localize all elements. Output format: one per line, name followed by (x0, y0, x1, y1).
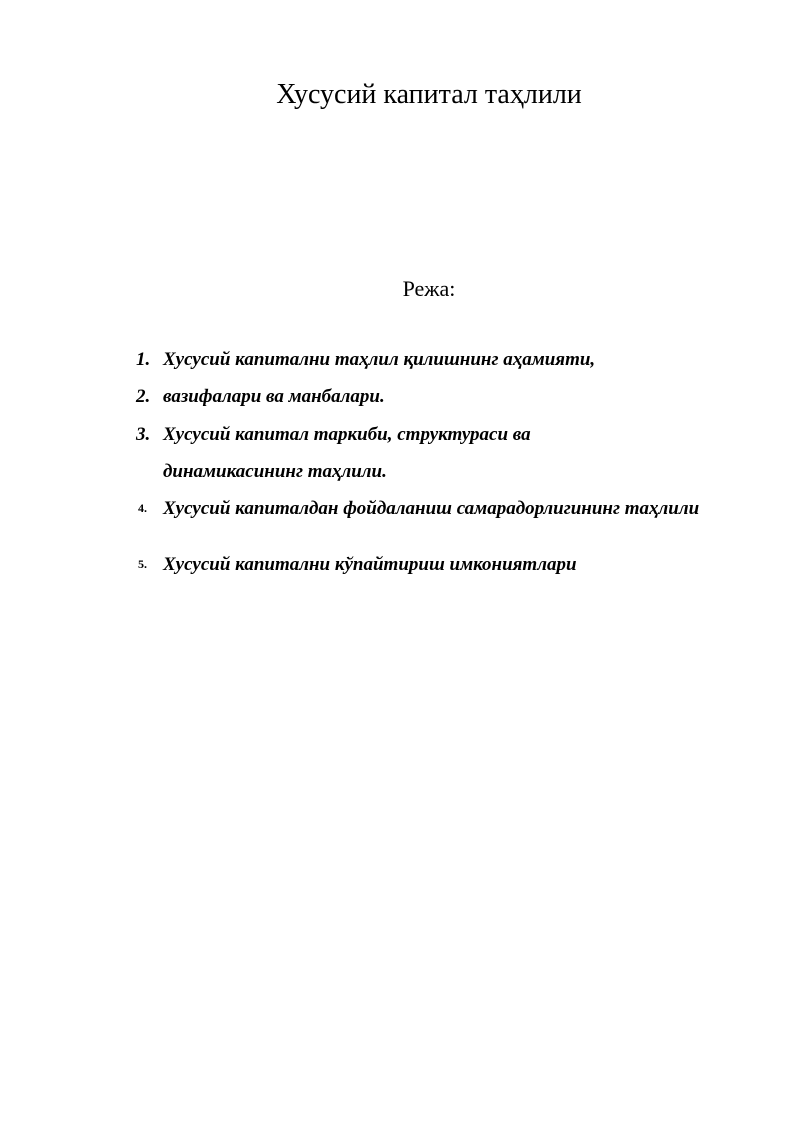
plan-item-text: Хусусий капитални кўпайтириш имкониятлари (163, 554, 577, 575)
plan-item-number: 2. (136, 386, 151, 407)
plan-item-text: Хусусий капитални таҳлил қилишнинг аҳамияти, (163, 349, 596, 370)
plan-item-number: 1. (136, 349, 151, 370)
plan-item-text: Хусусий капитал таркиби, структураси ва динамикасининг таҳлили. (163, 424, 531, 482)
plan-item-number: 4. (138, 501, 147, 515)
plan-heading: Режа: (402, 276, 456, 301)
plan-item-text: Хусусий капиталдан фойдаланиш самарадорлигининг таҳлили (163, 498, 700, 519)
plan-item-number: 5. (138, 557, 147, 571)
plan-item-number: 3. (136, 424, 151, 445)
document-title: Хусусий капитал таҳлили (276, 79, 582, 110)
plan-item-text: вазифалари ва манбалари. (163, 386, 385, 407)
